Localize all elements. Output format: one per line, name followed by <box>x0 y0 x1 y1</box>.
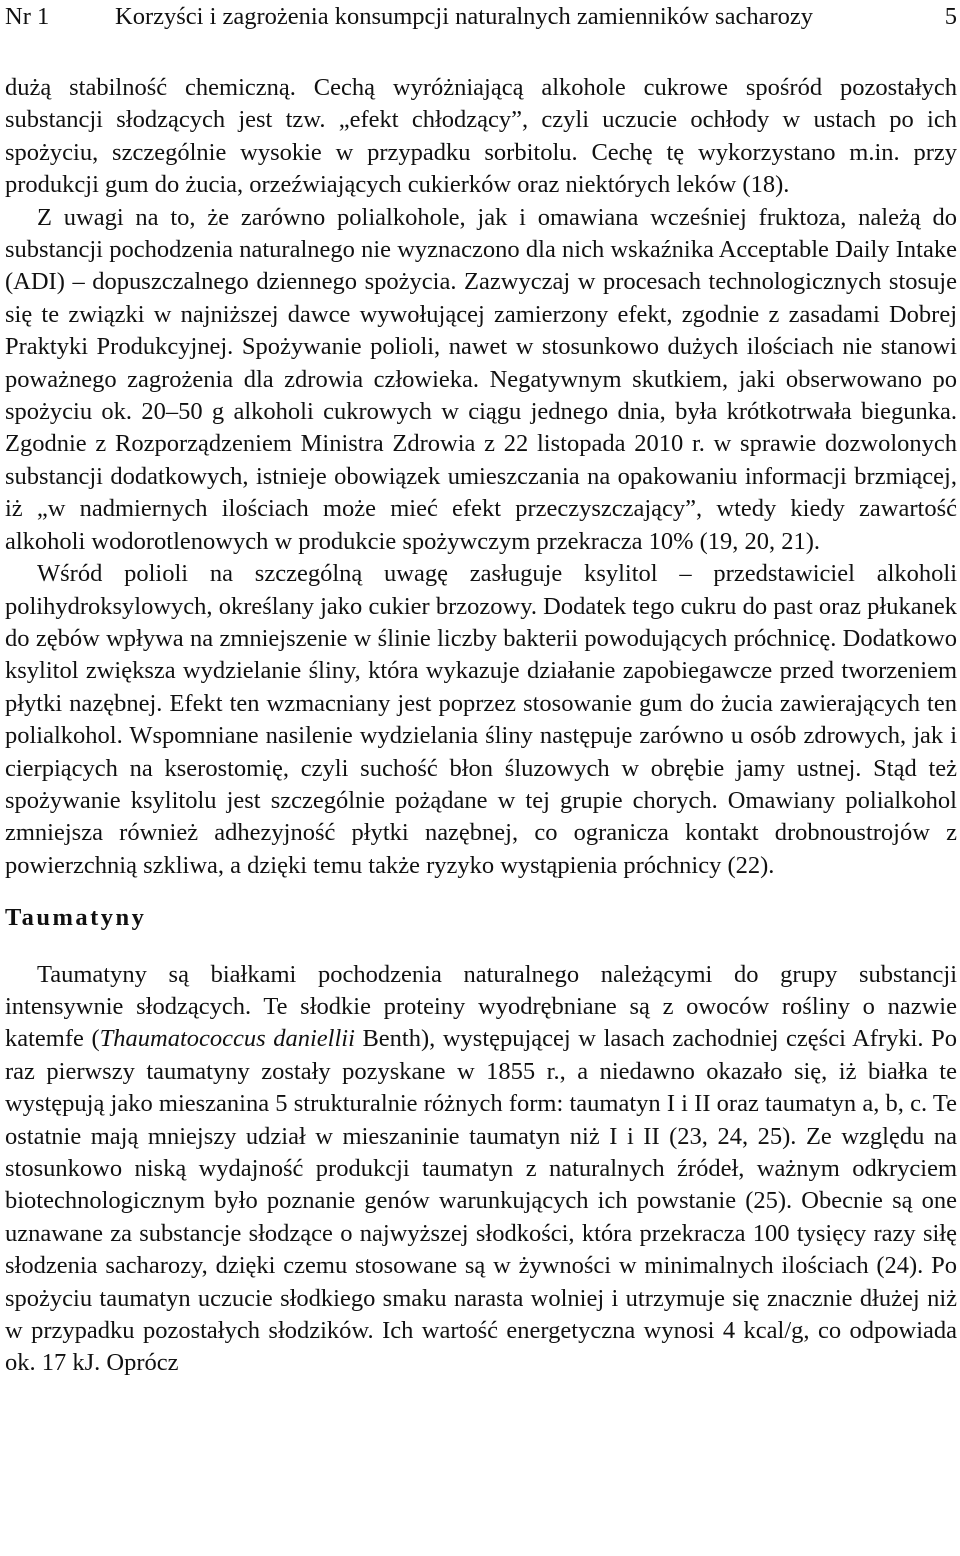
running-title: Korzyści i zagrożenia konsumpcji naturalnych zamienników sacharozy <box>115 3 813 30</box>
article-body <box>5 72 957 1380</box>
species-name: Thaumatococcus daniellii <box>99 1025 355 1053</box>
paragraph-thaumatins <box>5 959 957 1380</box>
issue-number: Nr 1 <box>5 3 50 30</box>
running-head <box>5 2 957 32</box>
paragraph-text-part: Taumatyny są białkami pochodzenia naturalnego należącymi do grupy substancji intensywnie słodzących. Te słodkie proteiny wyodrębniane są z owoców rośliny o nazwie katemfe ( <box>5 960 957 1053</box>
section-heading: Taumatyny <box>5 904 147 932</box>
page-number: 5 <box>944 3 957 30</box>
paragraph-continuation: dużą stabilność chemiczną. Cechą wyróżniającą alkohole cukrowe spośród pozostałych substancji słodzących jest tzw. „efekt chłodzący”, czyli uczucie ochłody w ustach po ich spożyciu, szczególnie wysokie w przypadku sorbitolu. Cechę tę wykorzystano m.in. przy produkcji gum do żucia, orzeźwiających cukierków oraz niektórych leków (18). <box>5 74 957 199</box>
paragraph-text-part: Benth), występującej w lasach zachodniej części Afryki. Po raz pierwszy taumatyny zostały pozyskane w 1855 r., a niedawno okazało się, iż białka te występują jako mieszanina 5 strukturalnie różnych form: taumatyn I i II oraz taumatyn a, b, c. Te ostatnie mają mniejszy udział w mieszaninie taumatyn niż I i II (23, 24, 25). Ze względu na stosunkowo niską wydajność produkcji taumatyn z naturalnych źródeł, ważnym odkryciem biotechnologicznym było poznanie genów warunkujących ich powstanie (25). Obecnie są one uznawane za substancje słodzące o najwyższej słodkości, która przekracza 100 tysięcy razy siłę słodzenia sacharozy, dzięki czemu stosowane są w żywności w minimalnych ilościach (24). Po spożyciu taumatyn uczucie słodkiego smaku narasta wolniej i utrzymuje się znacznie dłużej niż w przypadku pozostałych słodzików. Ich wartość energetyczna wynosi 4 kcal/g, co odpowiada ok. 17 kJ. Oprócz <box>5 1025 957 1377</box>
paragraph-adi: Z uwagi na to, że zarówno polialkohole, jak i omawiana wcześniej fruktoza, należą do substancji pochodzenia naturalnego nie wyznaczono dla nich wskaźnika Acceptable Daily Intake (ADI) – dopuszczalnego dziennego spożycia. Zazwyczaj w procesach technologicznych stosuje się te związki w najniższej dawce wywołującej zamierzony efekt, zgodnie z zasadami Dobrej Praktyki Produkcyjnej. Spożywanie polioli, nawet w stosunkowo dużych ilościach nie stanowi poważnego zagrożenia dla zdrowia człowieka. Negatywnym skutkiem, jaki obserwowano po spożyciu ok. 20–50 g alkoholi cukrowych w ciągu jednego dnia, była krótkotrwała biegunka. Zgodnie z Rozporządzeniem Ministra Zdrowia z 22 listopada 2010 r. w sprawie dozwolonych substancji dodatkowych, istnieje obowiązek umieszczania na opakowaniu informacji brzmiącej, iż „w nadmiernych ilościach może mieć efekt przeczyszczający”, wtedy kiedy zawartość alkoholi wodorotlenowych w produkcie spożywczym przekracza 10% (19, 20, 21). <box>5 203 957 555</box>
document-page <box>5 0 957 1380</box>
paragraph-xylitol: Wśród polioli na szczególną uwagę zasługuje ksylitol – przedstawiciel alkoholi polihydroksylowych, określany jako cukier brzozowy. Dodatek tego cukru do past oraz płukanek do zębów wpływa na zmniejszenie w ślinie liczby bakterii powodujących próchnicę. Dodatkowo ksylitol zwiększa wydzielanie śliny, która wykazuje działanie zapobiegawcze przed tworzeniem płytki nazębnej. Efekt ten wzmacniany jest poprzez stosowanie gum do żucia zawierających ten polialkohol. Wspomniane nasilenie wydzielania śliny następuje zarówno u osób zdrowych, jak i cierpiących na kserostomię, czyli suchość błon śluzowych w obrębie jamy ustnej. Stąd też spożywanie ksylitolu jest szczególnie pożądane w tej grupie chorych. Omawiany polialkohol zmniejsza również adhezyjność płytki nazębnej, co ogranicza kontakt drobnoustrojów z powierzchnią szkliwa, a dzięki temu także ryzyko wystąpienia próchnicy (22). <box>5 560 957 879</box>
